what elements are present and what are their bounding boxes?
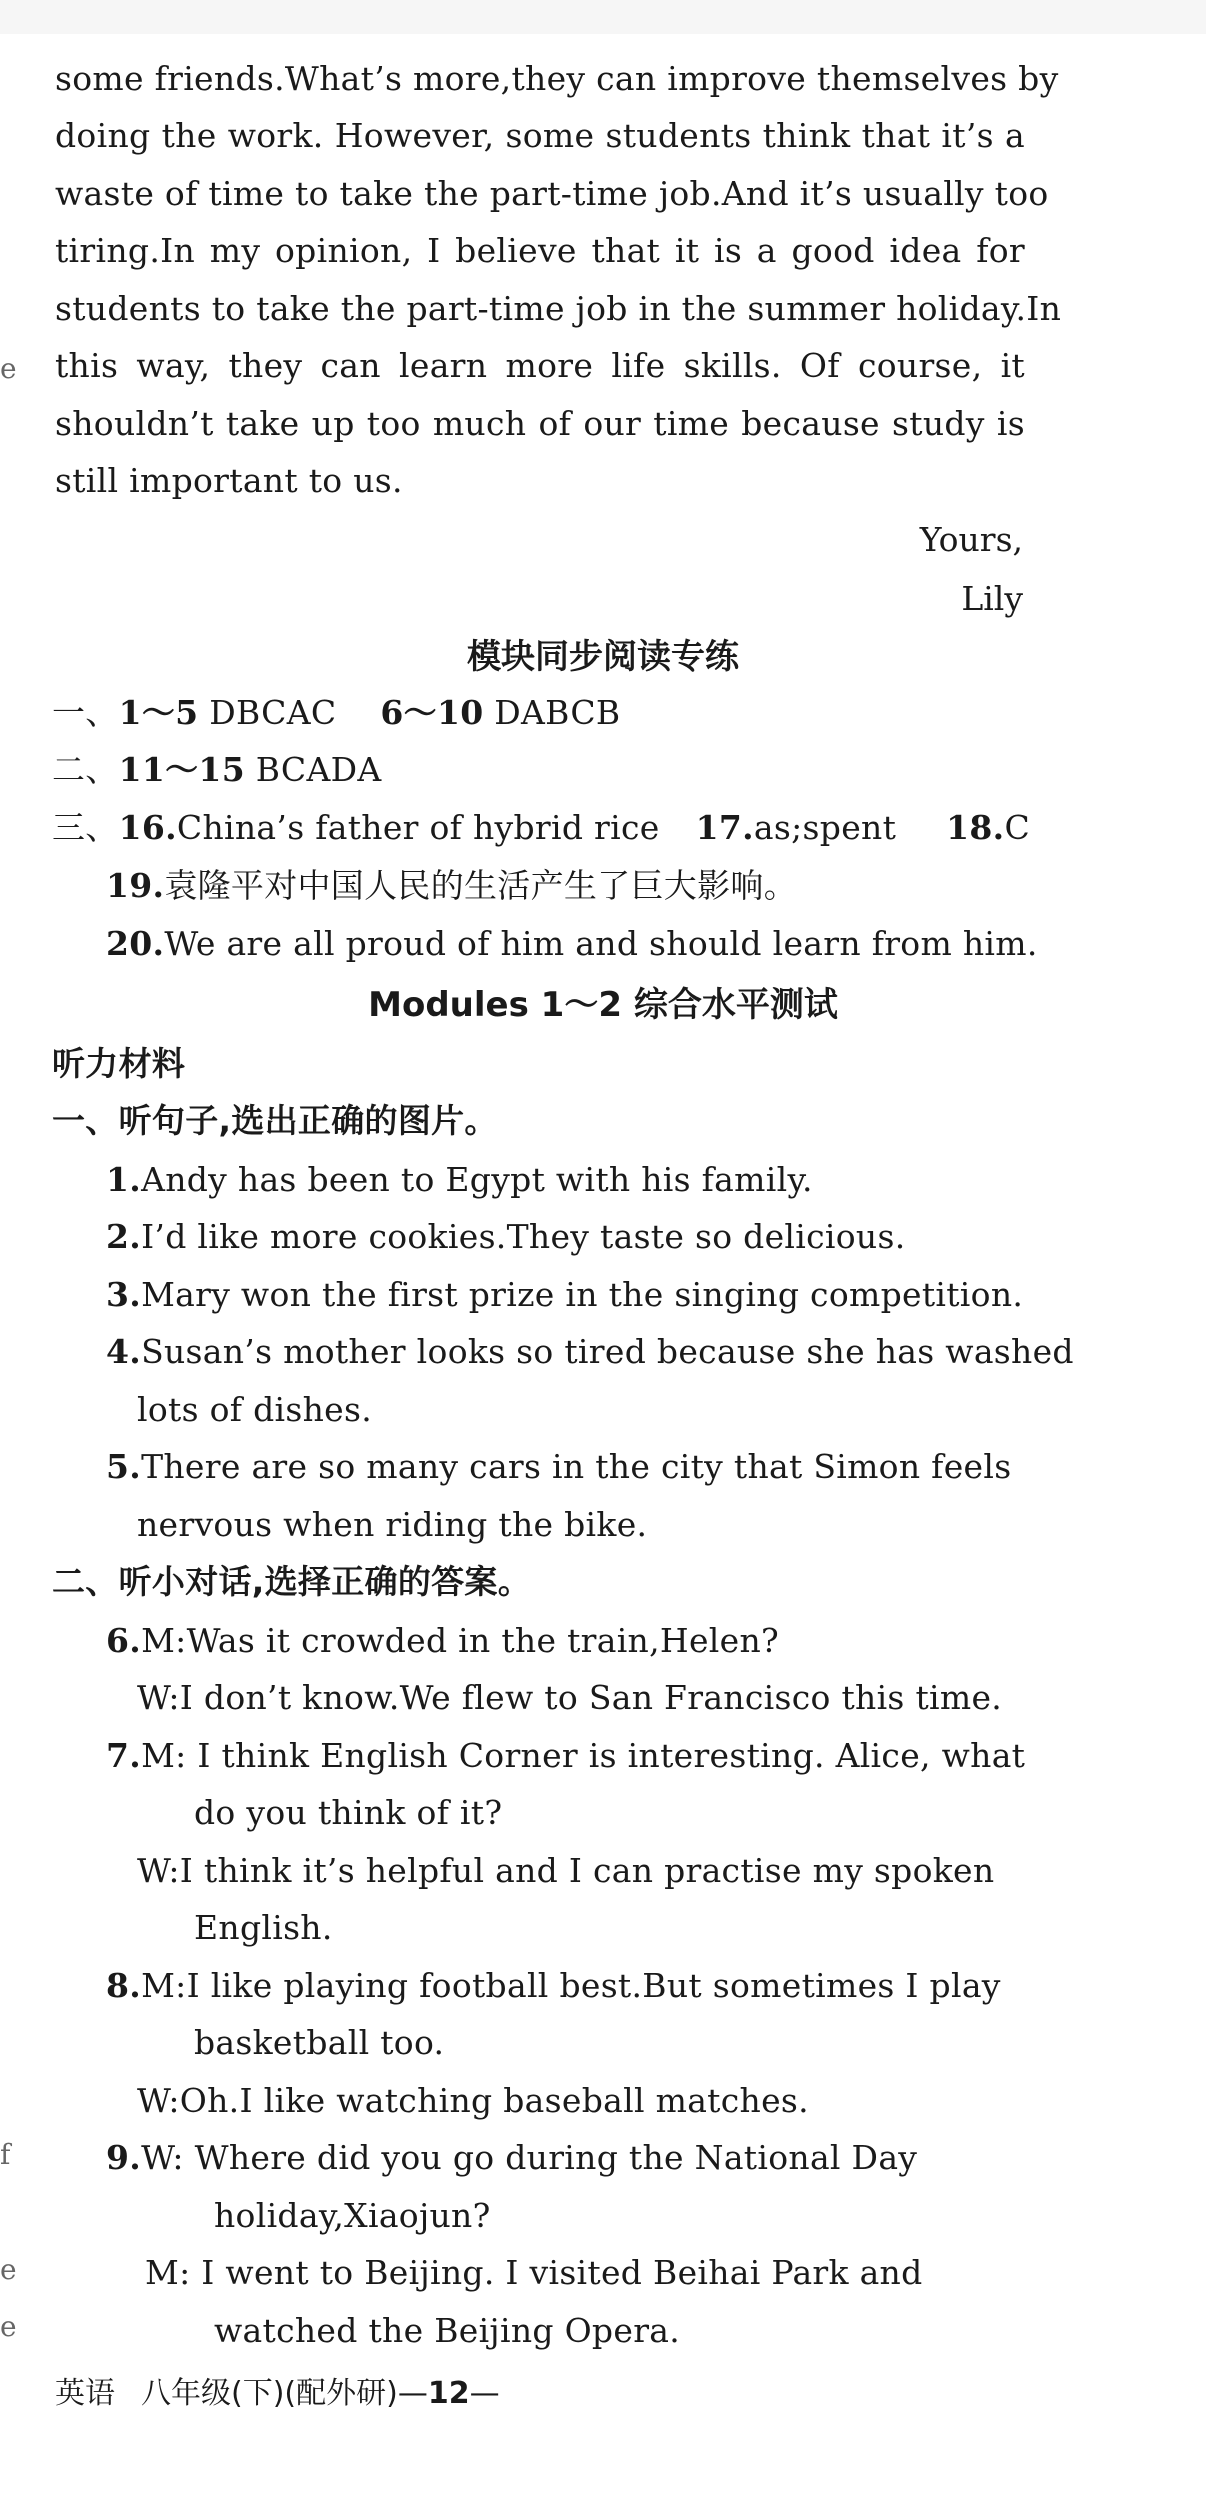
speaker-line: M: I went to Beijing. I visited Beihai Park and xyxy=(145,2253,923,2292)
speaker-line: W:I think it’s helpful and I can practise my spoken xyxy=(137,1851,995,1890)
question-number: 17. xyxy=(695,808,754,847)
essay-line: this way, they can learn more life skills. Of course, it xyxy=(55,346,1025,385)
answer-text: C xyxy=(1004,808,1031,847)
margin-mark: e xyxy=(0,2253,17,2286)
item-text: Mary won the first prize in the singing competition. xyxy=(141,1275,1024,1314)
question-range: 1～5 xyxy=(118,693,199,732)
dialogue-line xyxy=(106,2136,917,2180)
question-number: 8. xyxy=(106,1966,142,2005)
page-number: 12 xyxy=(427,2376,470,2411)
speaker-line: W:I don’t know.We flew to San Francisco this time. xyxy=(137,1678,1003,1717)
question-range: 6～10 xyxy=(380,693,484,732)
speaker-continuation: basketball too. xyxy=(194,2023,445,2062)
speaker-line: M:Was it crowded in the train,Helen? xyxy=(141,1621,780,1660)
part-label: 三、 xyxy=(52,808,119,847)
answer-text: 袁隆平对中国人民的生活产生了巨大影响。 xyxy=(164,866,798,905)
letter-closing: Yours, xyxy=(919,520,1023,559)
question-range: 11～15 xyxy=(118,750,245,789)
essay-line: waste of time to take the part-time job.And it’s usually too xyxy=(55,174,1049,213)
answer-text: DBCAC xyxy=(198,693,337,732)
question-number: 5. xyxy=(106,1447,142,1486)
dialogue-line xyxy=(106,1964,1001,2008)
part-label: 二、 xyxy=(52,750,119,789)
answer-row-part3 xyxy=(52,806,1030,850)
listening-item xyxy=(106,1273,1023,1317)
answer-text: China’s father of hybrid rice xyxy=(176,808,660,847)
speaker-line: W: Where did you go during the National Day xyxy=(141,2138,918,2177)
answer-row-q20 xyxy=(106,922,1038,966)
listening-item xyxy=(106,1330,1074,1374)
question-number: 3. xyxy=(106,1275,142,1314)
answer-row-part2 xyxy=(52,748,382,792)
speaker-continuation: holiday,Xiaojun? xyxy=(214,2196,491,2235)
letter-signature: Lily xyxy=(961,579,1023,618)
item-text: There are so many cars in the city that Simon feels xyxy=(141,1447,1012,1486)
margin-mark: e xyxy=(0,2310,17,2343)
listening-label: 听力材料 xyxy=(52,1044,186,1083)
answer-text: We are all proud of him and should learn from him. xyxy=(164,924,1038,963)
item-continuation: lots of dishes. xyxy=(137,1390,373,1429)
answer-text: as;spent xyxy=(753,808,897,847)
question-number: 1. xyxy=(106,1160,142,1199)
item-text: I’d like more cookies.They taste so delicious. xyxy=(141,1217,906,1256)
essay-line: doing the work. However, some students think that it’s a xyxy=(55,116,1025,155)
footer-dash: — xyxy=(469,2376,500,2411)
page-footer xyxy=(55,2372,500,2416)
footer-grade: 八年级(下)(配外研) xyxy=(141,2376,398,2411)
speaker-continuation: do you think of it? xyxy=(194,1793,503,1832)
speaker-continuation: watched the Beijing Opera. xyxy=(214,2311,681,2350)
section-title-test: Modules 1～2 综合水平测试 xyxy=(368,985,838,1025)
listening-item xyxy=(106,1215,906,1259)
listening-item xyxy=(106,1158,813,1202)
essay-line: still important to us. xyxy=(55,461,403,500)
footer-subject: 英语 xyxy=(55,2376,115,2411)
question-number: 19. xyxy=(106,866,165,905)
speaker-line: M: I think English Corner is interesting. Alice, what xyxy=(141,1736,1026,1775)
question-number: 20. xyxy=(106,924,165,963)
speaker-continuation: English. xyxy=(194,1908,333,1947)
margin-mark: e xyxy=(0,352,17,385)
answer-text: DABCB xyxy=(483,693,621,732)
essay-line: students to take the part-time job in the summer holiday.In xyxy=(55,289,1062,328)
part-label: 一、 xyxy=(52,693,119,732)
dialogue-line xyxy=(106,1619,779,1663)
item-text: Andy has been to Egypt with his family. xyxy=(141,1160,813,1199)
margin-mark: f xyxy=(0,2138,11,2171)
speaker-line: M:I like playing football best.But sometimes I play xyxy=(141,1966,1001,2005)
question-number: 18. xyxy=(946,808,1005,847)
part2-heading: 二、听小对话,选择正确的答案。 xyxy=(52,1562,532,1601)
essay-line: shouldn’t take up too much of our time because study is xyxy=(55,404,1025,443)
question-number: 16. xyxy=(118,808,177,847)
question-number: 6. xyxy=(106,1621,142,1660)
essay-line: tiring.In my opinion, I believe that it is a good idea for xyxy=(55,231,1025,270)
item-continuation: nervous when riding the bike. xyxy=(137,1505,648,1544)
answer-text: BCADA xyxy=(244,750,382,789)
essay-line: some friends.What’s more,they can improve themselves by xyxy=(55,59,1059,98)
dialogue-line xyxy=(106,1734,1025,1778)
part1-heading: 一、听句子,选出正确的图片。 xyxy=(52,1101,498,1140)
speaker-line: W:Oh.I like watching baseball matches. xyxy=(137,2081,809,2120)
footer-dash: — xyxy=(397,2376,428,2411)
answer-row-part1 xyxy=(52,691,620,735)
question-number: 9. xyxy=(106,2138,142,2177)
answer-row-q19 xyxy=(106,864,797,908)
listening-item xyxy=(106,1445,1011,1489)
question-number: 7. xyxy=(106,1736,142,1775)
question-number: 2. xyxy=(106,1217,142,1256)
item-text: Susan’s mother looks so tired because she has washed xyxy=(141,1332,1074,1371)
question-number: 4. xyxy=(106,1332,142,1371)
section-title-reading: 模块同步阅读专练 xyxy=(467,637,739,677)
scan-top-edge xyxy=(0,0,1206,34)
